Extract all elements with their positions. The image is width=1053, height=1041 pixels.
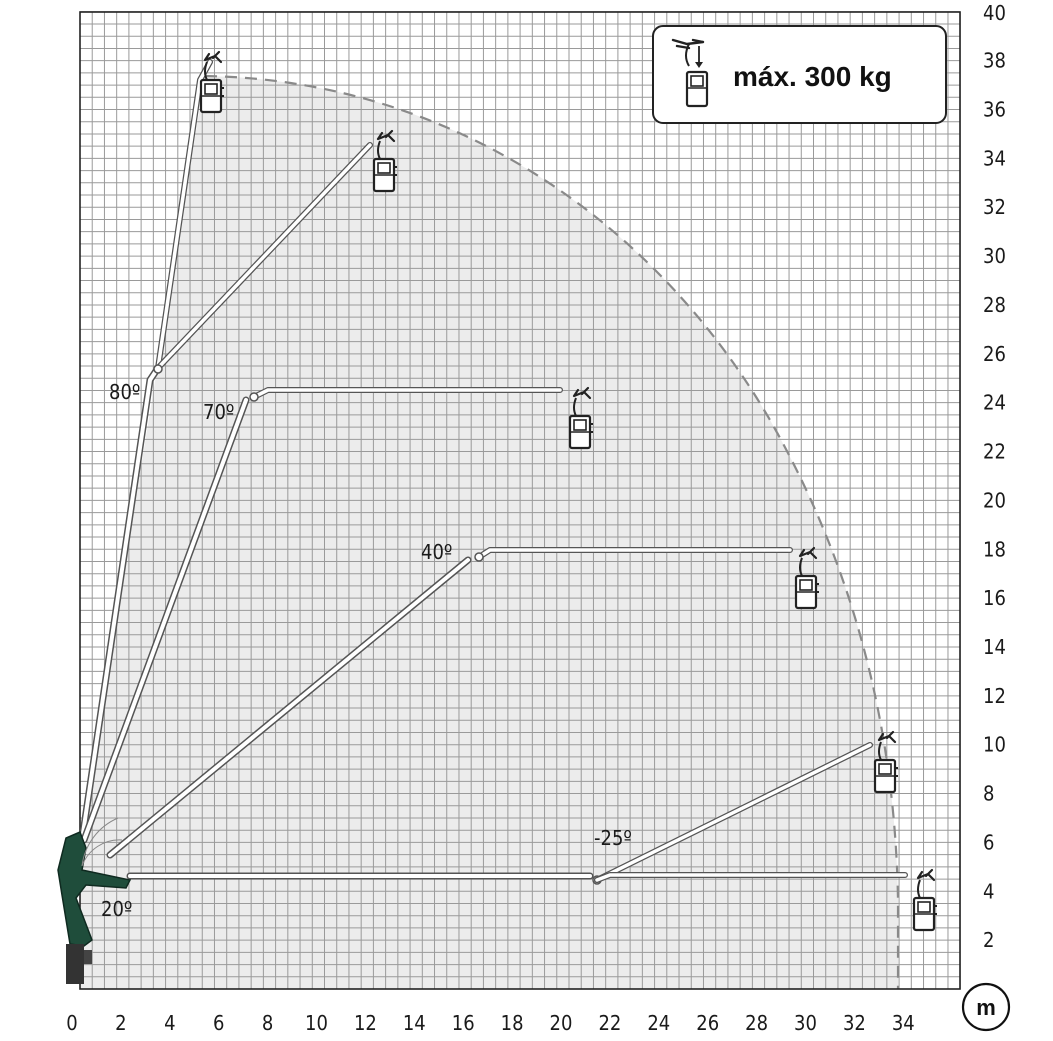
x-tick-label: 18 bbox=[500, 1011, 524, 1035]
x-tick-label: 22 bbox=[598, 1011, 622, 1035]
y-tick-label: 12 bbox=[983, 683, 1006, 708]
y-tick-label: 36 bbox=[983, 97, 1006, 122]
x-tick-label: 14 bbox=[402, 1011, 426, 1035]
y-tick-label: 24 bbox=[983, 390, 1006, 415]
y-tick-label: 2 bbox=[983, 928, 995, 953]
y-tick-label: 16 bbox=[983, 586, 1006, 611]
x-tick-label: 10 bbox=[305, 1011, 328, 1035]
x-tick-label: 16 bbox=[451, 1011, 475, 1035]
x-tick-label: 20 bbox=[549, 1011, 573, 1035]
y-axis-ticks bbox=[983, 1, 1006, 952]
x-axis-ticks bbox=[66, 1011, 914, 1035]
x-tick-label: 28 bbox=[745, 1011, 769, 1035]
y-tick-label: 22 bbox=[983, 439, 1006, 464]
y-tick-label: 28 bbox=[983, 292, 1006, 317]
x-tick-label: 6 bbox=[212, 1011, 225, 1035]
y-tick-label: 8 bbox=[983, 781, 995, 806]
y-tick-label: 40 bbox=[983, 1, 1006, 25]
y-tick-label: 34 bbox=[983, 146, 1006, 171]
x-tick-label: 34 bbox=[891, 1011, 915, 1035]
angle-label-40: 40º bbox=[421, 540, 453, 564]
y-tick-label: 4 bbox=[983, 879, 995, 904]
x-tick-label: 2 bbox=[115, 1011, 127, 1035]
y-tick-label: 10 bbox=[983, 732, 1006, 757]
x-tick-label: 8 bbox=[261, 1011, 274, 1035]
x-tick-label: 0 bbox=[66, 1011, 78, 1035]
x-tick-label: 4 bbox=[164, 1011, 176, 1035]
x-tick-label: 12 bbox=[353, 1011, 377, 1035]
angle-label-20: 20º bbox=[101, 897, 133, 921]
legend-box bbox=[653, 26, 946, 123]
y-tick-label: 6 bbox=[983, 830, 995, 855]
angle-label-70: 70º bbox=[203, 400, 235, 424]
x-tick-label: 32 bbox=[842, 1011, 866, 1035]
y-tick-label: 18 bbox=[983, 537, 1006, 562]
angle-label-minus-25: -25º bbox=[594, 826, 632, 850]
x-tick-label: 26 bbox=[696, 1011, 720, 1035]
angle-label-80: 80º bbox=[109, 380, 141, 404]
unit-badge bbox=[963, 984, 1009, 1030]
x-tick-label: 30 bbox=[794, 1011, 817, 1035]
y-tick-label: 26 bbox=[983, 341, 1006, 366]
y-tick-label: 20 bbox=[983, 488, 1006, 513]
x-tick-label: 24 bbox=[647, 1011, 671, 1035]
max-load-text: máx. 300 kg bbox=[733, 61, 892, 92]
unit-label: m bbox=[976, 995, 996, 1020]
y-tick-label: 32 bbox=[983, 195, 1006, 220]
y-tick-label: 14 bbox=[983, 634, 1006, 659]
y-tick-label: 38 bbox=[983, 48, 1006, 73]
y-tick-label: 30 bbox=[983, 244, 1006, 269]
